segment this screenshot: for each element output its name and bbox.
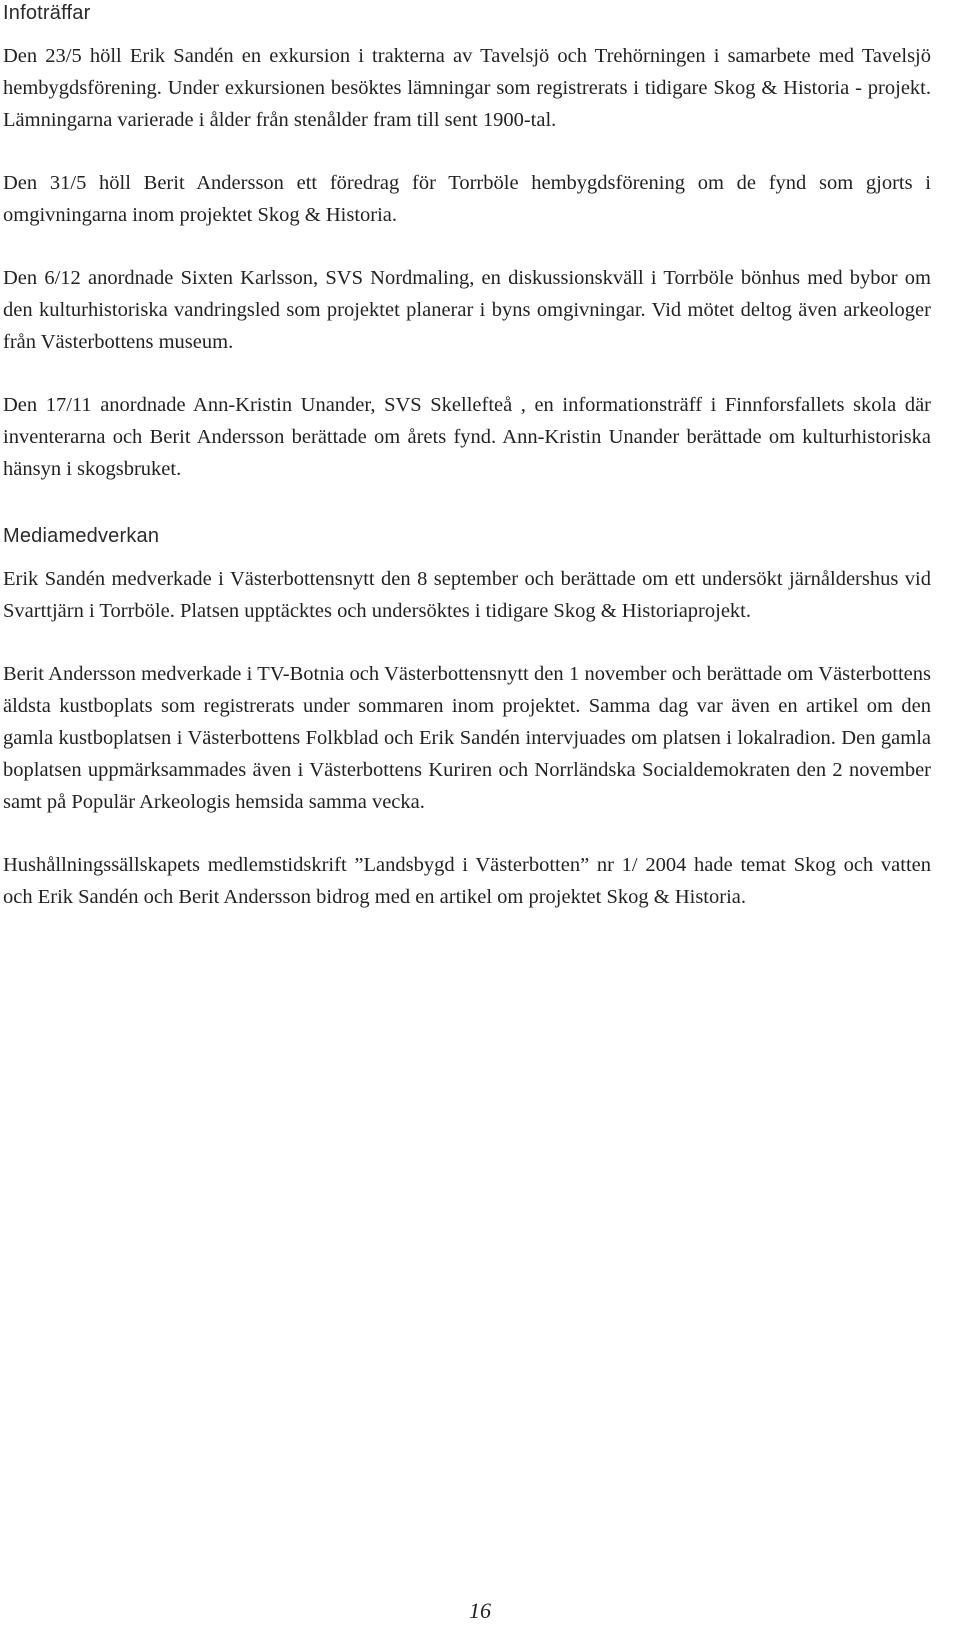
paragraph-vasterbottensnytt: Erik Sandén medverkade i Västerbottensnytt den 8 september och berättade om ett undersökt järnåldershus vid Svarttjärn i Torrböle. Platsen upptäcktes och undersöktes i tidigare Skog & Historiaprojekt. <box>3 568 931 622</box>
paragraph-exkursion: Den 23/5 höll Erik Sandén en exkursion i trakterna av Tavelsjö och Trehörningen i samarbete med Tavelsjö hembygdsförening. Under exkursionen besöktes lämningar som registrerats i tidigare Skog & Historia - projekt. Lämningarna varierade i ålder från stenålder fram till sent 1900-tal. <box>3 45 931 131</box>
page-content <box>3 0 931 913</box>
paragraph-diskussionskvall: Den 6/12 anordnade Sixten Karlsson, SVS Nordmaling, en diskussionskväll i Torrböle bönhus med bybor om den kulturhistoriska vandringsled som projektet planerar i byns omgivningar. Vid mötet deltog även arkeologer från Västerbottens museum. <box>3 267 931 353</box>
paragraph-informationstraff: Den 17/11 anordnade Ann-Kristin Unander, SVS Skellefteå , en informationsträff i Finnforsfallets skola där inventerarna och Berit Andersson berättade om årets fynd. Ann-Kristin Unander berättade om kulturhistoriska hänsyn i skogsbruket. <box>3 394 931 480</box>
paragraph-foredrag: Den 31/5 höll Berit Andersson ett föredrag för Torrböle hembygdsförening om de fynd som gjorts i omgivningarna inom projektet Skog & Historia. <box>3 172 931 226</box>
page-number: 16 <box>469 1598 491 1623</box>
paragraph-medlemstidskrift: Hushållningssällskapets medlemstidskrift ”Landsbygd i Västerbotten” nr 1/ 2004 hade temat Skog och vatten och Erik Sandén och Berit Andersson bidrog med en artikel om projektet Skog & Historia. <box>3 854 931 908</box>
section-heading-mediamedverkan: Mediamedverkan <box>3 525 160 547</box>
section-heading-infotraffar: Infoträffar <box>3 2 91 24</box>
paragraph-tv-botnia: Berit Andersson medverkade i TV-Botnia och Västerbottensnytt den 1 november och berättade om Västerbottens äldsta kustboplats som registrerats under sommaren inom projektet. Samma dag var även en artikel om den gamla kustboplatsen i Västerbottens Folkblad och Erik Sandén intervjuades om platsen i lokalradion. Den gamla boplatsen uppmärksammades även i Västerbottens Kuriren och Norrländska Socialdemokraten den 2 november samt på Populär Arkeologis hemsida samma vecka. <box>3 663 931 813</box>
